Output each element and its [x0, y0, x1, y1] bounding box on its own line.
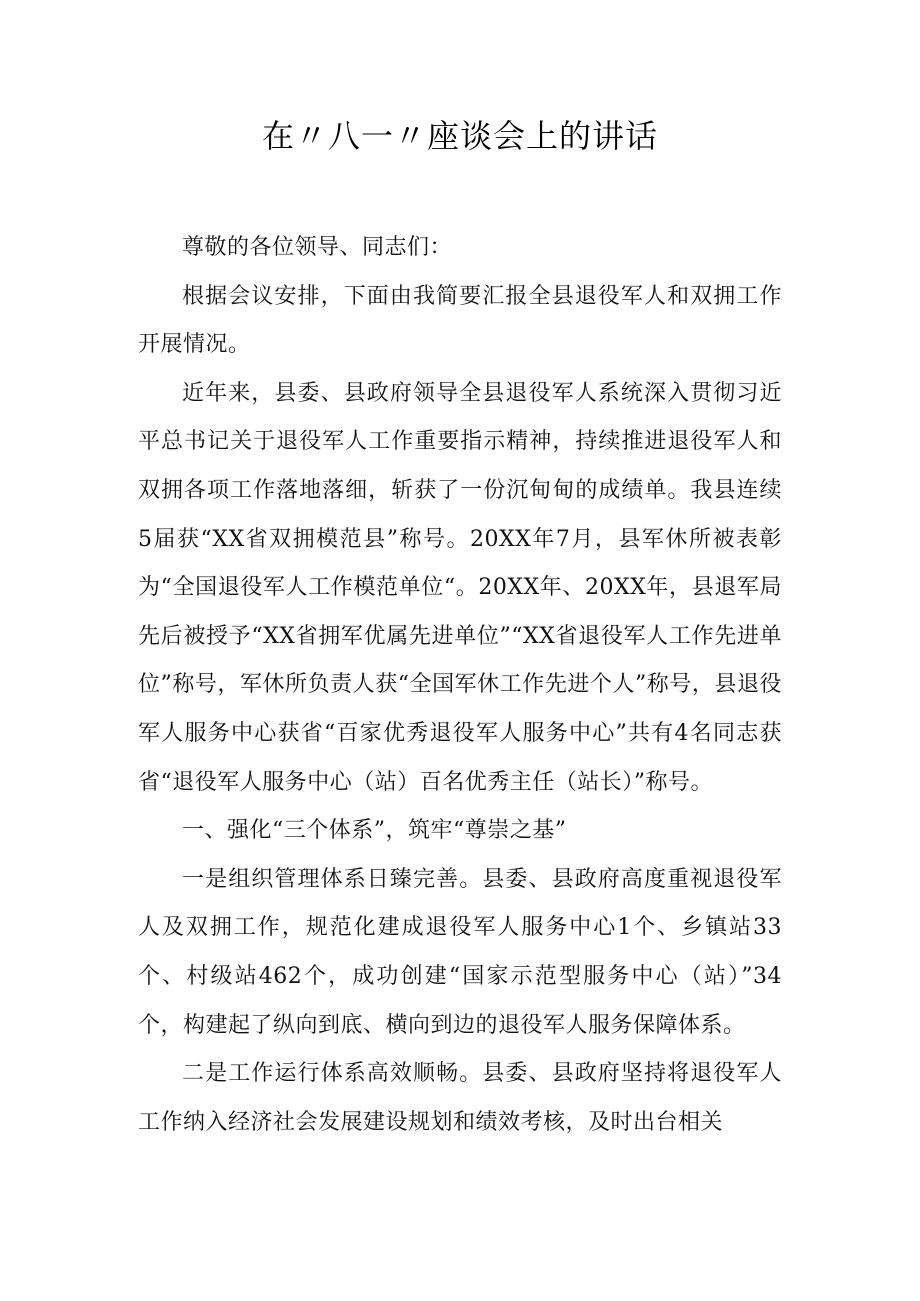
section-heading: 一、强化“三个体系”，筑牢“尊崇之基”	[182, 818, 567, 844]
document-title: 在〃八一〃座谈会上的讲话	[261, 117, 658, 155]
operation-paragraph: 二是工作运行体系高效顺畅。县委、县政府坚持将退役军人工作纳入经济社会发展建设规划和绩效考核，及时出台相关	[138, 1061, 782, 1135]
document-body	[138, 224, 782, 1147]
achievements-paragraph: 近年来，县委、县政府领导全县退役军人系统深入贯彻习近平总书记关于退役军人工作重要指示精神，持续推进退役军人和双拥各项工作落地落细，斩获了一份沉甸甸的成绩单。我县连续5届获“XX省双拥模范县”称号。20XX年7月，县军休所被表彰为“全国退役军人工作模范单位“。20XX年、20XX年，县退军局先后被授予“XX省拥军优属先进单位”“XX省退役军人工作先进单位”称号，军休所负责人获“全国军休工作先进个人”称号，县退役军人服务中心获省“百家优秀退役军人服务中心”共有4名同志获省“退役军人服务中心（站）百名优秀主任（站长）”称号。	[138, 380, 782, 795]
organization-paragraph: 一是组织管理体系日臻完善。县委、县政府高度重视退役军人及双拥工作，规范化建成退役军人服务中心1个、乡镇站33个、村级站462个，成功创建“国家示范型服务中心（站）”34个，构建起了纵向到底、横向到边的退役军人服务保障体系。	[138, 866, 782, 1038]
salutation-paragraph: 尊敬的各位领导、同志们：	[182, 235, 453, 260]
intro-paragraph: 根据会议安排，下面由我简要汇报全县退役军人和双拥工作开展情况。	[138, 283, 782, 358]
